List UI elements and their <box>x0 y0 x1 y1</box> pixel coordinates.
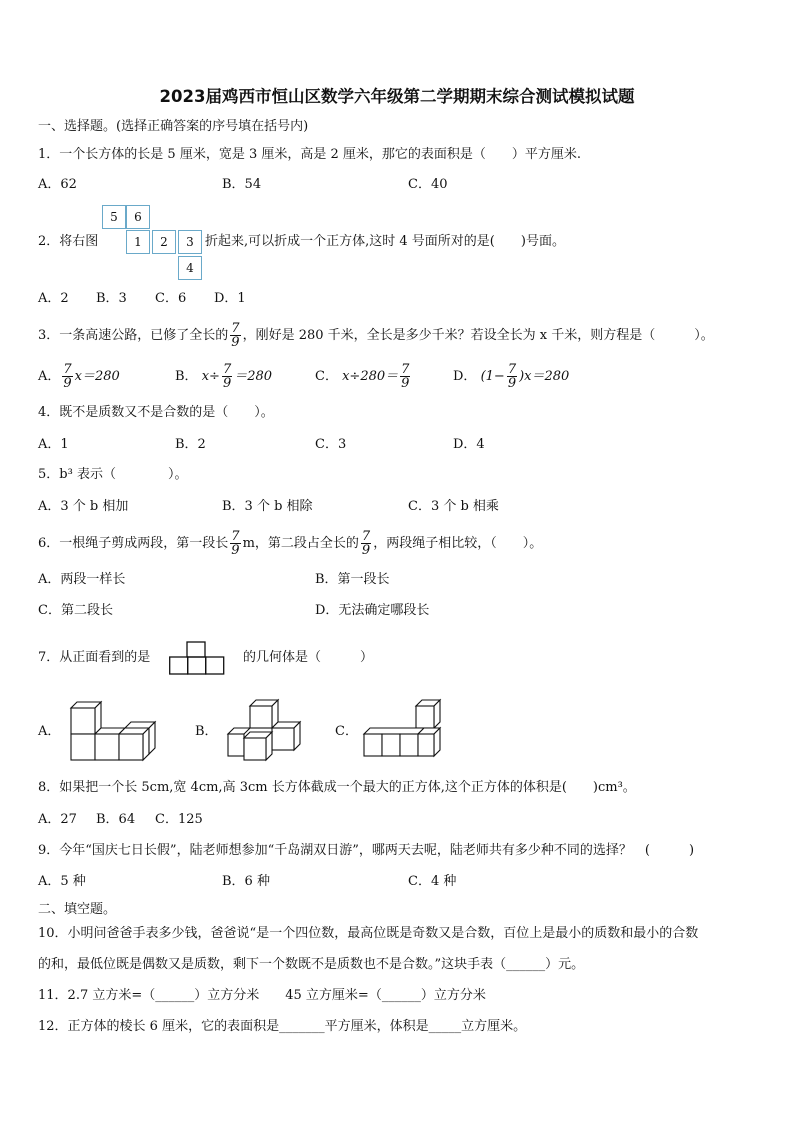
question-text: 既不是质数又不是合数的是（ ）。 <box>59 405 274 420</box>
net-cell: 1 <box>126 230 150 254</box>
question-text: 一条高速公路，已修了全长的 <box>59 328 229 343</box>
question-number: 2． <box>38 234 60 249</box>
option-c: C．40 <box>408 177 448 192</box>
question-number: 12． <box>38 1019 68 1034</box>
question-text: b³ 表示（ ）。 <box>59 467 188 482</box>
option-a: A．27 <box>38 812 77 827</box>
question-9 <box>38 842 694 860</box>
net-cell: 6 <box>126 205 150 229</box>
question-8 <box>38 779 636 797</box>
net-cell: 4 <box>178 256 202 280</box>
question-text: m，第二段占全长的 <box>242 536 359 551</box>
section-choice-heading: 一、选择题。(选择正确答案的序号填在括号内) <box>38 119 309 134</box>
option-c: C． <box>335 724 358 739</box>
option-c: C．125 <box>155 812 203 827</box>
question-2-end: 折起来,可以折成一个正方体,这时 4 号面所对的是( )号面。 <box>205 234 565 249</box>
question-number: 4． <box>38 405 60 420</box>
question-7-start <box>38 649 150 667</box>
question-2-start <box>38 233 98 251</box>
option-b: B．6 种 <box>222 874 270 889</box>
option-a: A．2 <box>38 291 69 306</box>
option-d: D． (1− $\frac{7}{9}$ )x＝280 <box>453 362 570 391</box>
question-number: 7． <box>38 650 60 665</box>
option-c: C．4 种 <box>408 874 457 889</box>
question-text: 一个长方体的长是 5 厘米，宽是 3 厘米，高是 2 厘米，那它的表面积是（ ）平方厘米. <box>59 147 582 162</box>
solid-figure-b <box>224 698 304 766</box>
net-cell: 5 <box>102 205 126 229</box>
option-c: C．6 <box>155 291 187 306</box>
fraction: $\frac{7}{9}$ <box>401 362 410 391</box>
option-a: A．5 种 <box>38 874 86 889</box>
option-a: A． <box>38 724 61 739</box>
question-text: 从正面看到的是 <box>59 650 151 665</box>
option-c: C．第二段长 <box>38 603 113 618</box>
option-c: C． x÷280＝ $\frac{7}{9}$ <box>315 362 410 391</box>
question-10-line-2: 的和，最低位既是偶数又是质数，剩下一个数既不是质数也不是合数。”这块手表（______）元。 <box>38 957 585 972</box>
option-d: D．无法确定哪段长 <box>315 603 430 618</box>
question-text: 今年“国庆七日长假”，陆老师想参加“千岛湖双日游”，哪两天去呢，陆老师共有多少种不同的选择？ ( ) <box>59 843 695 858</box>
option-b: B．2 <box>175 437 206 452</box>
question-text: 2.7 立方米=（______）立方分米 45 立方厘米=（______）立方分米 <box>67 988 486 1003</box>
option-a: A．3 个 b 相加 <box>38 499 129 514</box>
question-text: ，两段绳子相比较，（ ）。 <box>373 536 543 551</box>
fraction: $\frac{7}{9}$ <box>231 321 240 350</box>
option-b: B．3 <box>96 291 127 306</box>
fraction: $\frac{7}{9}$ <box>361 529 371 558</box>
question-text: 正方体的棱长 6 厘米，它的表面积是_______平方厘米，体积是_____立方厘米。 <box>67 1019 527 1034</box>
question-number: 5． <box>38 467 60 482</box>
fraction: $\frac{7}{9}$ <box>63 362 72 391</box>
page-title: 2023届鸡西市恒山区数学六年级第二学期期末综合测试模拟试题 <box>159 87 635 106</box>
solid-figure-c <box>362 700 446 762</box>
option-a: A．62 <box>38 177 77 192</box>
question-6 <box>38 526 542 562</box>
question-text: 如果把一个长 5cm,宽 4cm,高 3cm 长方体截成一个最大的正方体,这个正方体的体积是( )cm³。 <box>59 780 636 795</box>
option-b: B．64 <box>96 812 136 827</box>
question-5 <box>38 466 187 484</box>
net-cell: 3 <box>178 230 202 254</box>
net-cell: 2 <box>152 230 176 254</box>
question-10-line-1 <box>38 925 698 943</box>
front-view-figure <box>169 640 225 676</box>
option-d: D．4 <box>453 437 485 452</box>
option-b: B．54 <box>222 177 262 192</box>
question-11 <box>38 987 486 1005</box>
question-7-end: 的几何体是（ ） <box>243 650 374 665</box>
question-number: 9． <box>38 843 60 858</box>
question-3 <box>38 318 714 354</box>
question-4 <box>38 404 274 422</box>
question-number: 11． <box>38 988 68 1003</box>
section-fill-heading: 二、填空题。 <box>38 902 117 917</box>
option-a: A． $\frac{7}{9}$ x＝280 <box>38 362 120 391</box>
option-d: D．1 <box>214 291 246 306</box>
option-c: C．3 个 b 相乘 <box>408 499 499 514</box>
question-text: ，刚好是 280 千米，全长是多少千米？若设全长为 x 千米，则方程是（ ）。 <box>242 328 714 343</box>
question-number: 3． <box>38 328 60 343</box>
option-a: A．两段一样长 <box>38 572 126 587</box>
question-text: 一根绳子剪成两段，第一段长 <box>59 536 229 551</box>
option-b: B．第一段长 <box>315 572 390 587</box>
option-a: A．1 <box>38 437 69 452</box>
option-c: C．3 <box>315 437 347 452</box>
question-text: 小明问爸爸手表多少钱，爸爸说“是一个四位数，最高位既是奇数又是合数，百位上是最小的质数和最小的合数 <box>67 926 699 941</box>
option-b: B． x÷ $\frac{7}{9}$ ＝280 <box>175 362 273 391</box>
fraction: $\frac{7}{9}$ <box>222 362 232 391</box>
option-b: B． <box>195 724 218 739</box>
fraction: $\frac{7}{9}$ <box>231 529 240 558</box>
option-b: B．3 个 b 相除 <box>222 499 313 514</box>
question-number: 8． <box>38 780 60 795</box>
question-number: 6． <box>38 536 60 551</box>
question-12 <box>38 1018 526 1036</box>
question-number: 1． <box>38 147 60 162</box>
solid-figure-a <box>68 700 162 764</box>
question-text: 将右图 <box>59 234 99 249</box>
fraction: $\frac{7}{9}$ <box>507 362 517 391</box>
question-number: 10． <box>38 926 68 941</box>
question-1 <box>38 146 581 164</box>
